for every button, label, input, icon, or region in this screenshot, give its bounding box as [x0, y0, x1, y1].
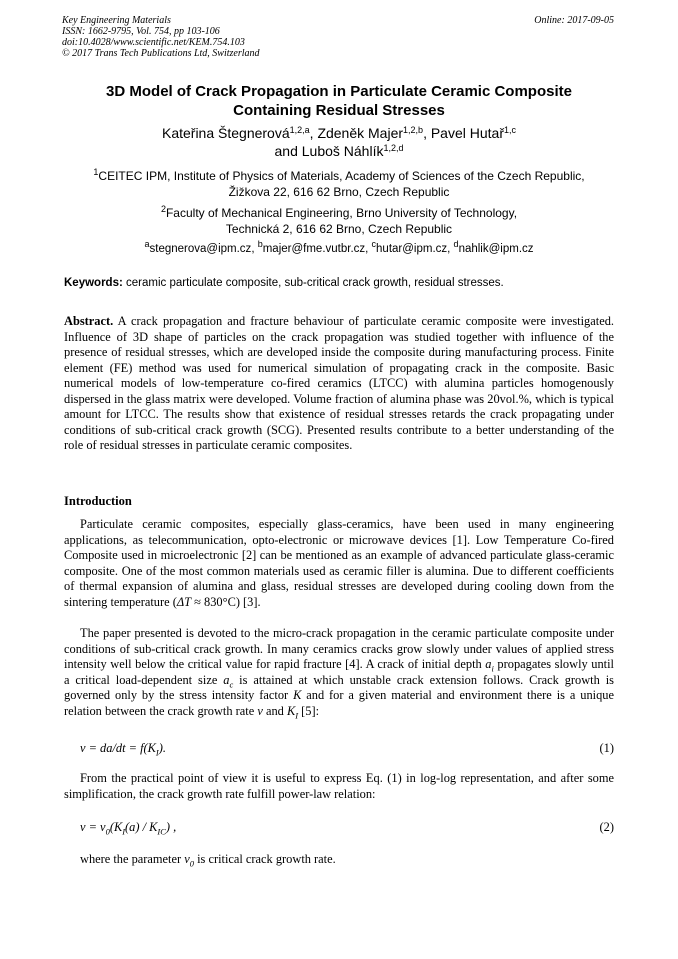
title-line-1: 3D Model of Crack Propagation in Particulate Ceramic Composite: [106, 83, 572, 100]
author-separator: ,: [423, 125, 431, 141]
email-mark: d: [453, 239, 459, 249]
keywords-label: Keywords:: [64, 277, 123, 289]
email-link[interactable]: nahlik@ipm.cz: [458, 243, 534, 255]
author-affiliation-mark: 1,2,a: [289, 125, 310, 135]
author-line-2: [64, 142, 614, 160]
author-affiliation-mark: 1,2,b: [403, 125, 424, 135]
affiliation-2: [64, 205, 614, 237]
copyright-line: © 2017 Trans Tech Publications Ltd, Switzerland: [62, 48, 260, 59]
intro-paragraph-1: Particulate ceramic composites, especially glass-ceramics, have been used in many engineering applications, as telecommunication, opto-electronic or microwave devices [1]. Low Temperature Co-fired Composite used in microelectronic [2] can be mentioned as an example of advanced particulate glass-ceramic composite. One of the most common materials used as ceramic filler is alumina. Due to different coefficients of thermal expansion of alumina and glass, residual stresses are developed during cooling down from the sintering temperature (ΔT ≈ 830°C) [3].: [64, 517, 614, 609]
author-affiliation-mark: 1,c: [504, 125, 517, 135]
affiliation-1: [64, 168, 614, 200]
author-affiliation-mark: 1,2,d: [383, 143, 404, 153]
email-link[interactable]: hutar@ipm.cz: [376, 243, 448, 255]
author-name: Luboš Náhlík: [301, 143, 384, 159]
author-separator: ,: [309, 125, 318, 141]
email-mark: a: [144, 239, 150, 249]
affiliation-mark: 1: [93, 167, 99, 177]
intro-paragraph-3: From the practical point of view it is useful to express Eq. (1) in log-log representation, and after some simplification, the crack growth rate fulfill power-law relation:: [64, 771, 614, 801]
equation-number: (2): [599, 820, 614, 834]
keywords: [64, 276, 616, 291]
author-name: Kateřina Štegnerová: [161, 125, 290, 141]
email-mark: b: [257, 239, 263, 249]
email-mark: c: [371, 239, 377, 249]
abstract: [64, 314, 614, 454]
affiliation-text: CEITEC IPM, Institute of Physics of Materials, Academy of Sciences of the Czech Republic,: [98, 169, 585, 183]
keywords-text: ceramic particulate composite, sub-critical crack growth, residual stresses.: [122, 277, 504, 289]
author-name: Pavel Hutař: [430, 125, 504, 141]
section-heading-introduction: Introduction: [64, 494, 132, 508]
abstract-label: Abstract.: [64, 314, 114, 328]
equation-1: $v = da/dt = f(K_I)$. (1): [80, 741, 614, 758]
equation-2: $v = v_0(K_I(a) / K_{IC})$ , (2): [80, 820, 614, 837]
affiliation-address: Žižkova 22, 616 62 Brno, Czech Republic: [228, 185, 450, 199]
doi-line[interactable]: doi:10.4028/www.scientific.net/KEM.754.103: [62, 37, 245, 48]
intro-paragraph-2: The paper presented is devoted to the micro-crack propagation in the ceramic particulate composite under conditions of sub-critical crack growth. In many ceramics cracks grow slowly under values of applied stress intensity well below the critical value for rapid fracture [4]. A crack of initial depth $a_i$ propagates slowly until a critical load-dependent size $a_c$ is attained at which unstable crack extension follows. Crack growth is governed only by the stress intensity factor K and for a given material and environment there is a unique relation between the crack growth rate v and $K_I$ [5]:: [64, 626, 614, 720]
journal-header: [62, 15, 260, 59]
email-list: $^a$stegnerova@ipm.cz, $^b$majer@fme.vutbr.cz, $^c$hutar@ipm.cz, $^d$nahlik@ipm.cz: [144, 239, 534, 255]
email-link[interactable]: stegnerova@ipm.cz: [149, 243, 252, 255]
author-list: [64, 124, 614, 160]
affiliation-text: Faculty of Mechanical Engineering, Brno University of Technology,: [165, 206, 518, 220]
journal-name: Key Engineering Materials: [62, 15, 171, 26]
affiliation-address: Technická 2, 616 62 Brno, Czech Republic: [225, 222, 453, 236]
email-link[interactable]: majer@fme.vutbr.cz: [262, 243, 366, 255]
paper-title: [64, 82, 614, 120]
abstract-text: A crack propagation and fracture behaviour of particulate ceramic composite were investigated. Influence of 3D shape of particles on the crack propagation was studied together with influence of the presence of residual stresses, which are developed inside the composite during manufacturing process. Finite element (FE) method was used for numerical simulation of propagating crack in the composite. Basic numerical models of low-temperature co-fired ceramics (LTCC) with alumina particles homogenously dispersed in the glass matrix were developed. Volume fraction of alumina phase was 20vol.%, which is typical amount for LTCC. The results show that existence of residual stresses retards the crack propagating under conditions of sub-critical crack growth (SCG). Presented results contribute to a better understanding of the role of residual stresses in particulate ceramic composites.: [64, 314, 614, 452]
online-date: Online: 2017-09-05: [534, 15, 614, 26]
affiliation-mark: 2: [160, 204, 166, 214]
intro-paragraph-4: where the parameter $v_0$ is critical crack growth rate.: [80, 852, 336, 869]
author-conjunction: and: [274, 143, 302, 159]
issn-line: ISSN: 1662-9795, Vol. 754, pp 103-106: [62, 26, 220, 37]
title-line-2: Containing Residual Stresses: [233, 102, 445, 119]
author-name: Zdeněk Majer: [317, 125, 404, 141]
equation-number: (1): [599, 741, 614, 755]
author-line-1: [64, 124, 614, 142]
